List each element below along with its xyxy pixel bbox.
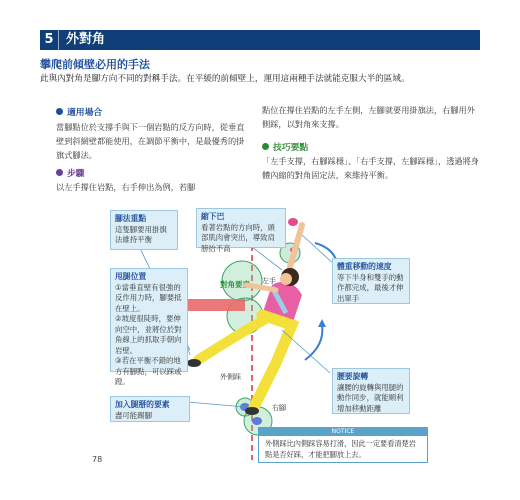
bullet-icon [56, 108, 63, 115]
motion-arrow [305, 325, 322, 360]
notice-tag: NOTICE [259, 427, 427, 436]
callout-title: 縮下巴 [201, 212, 225, 221]
callout-foot-force [110, 210, 178, 250]
notice-box [258, 427, 428, 463]
callout-item: ③若在平衡不錯的地方有腳點，可以踩或蹬。 [115, 356, 182, 386]
callout-speed [332, 258, 410, 304]
subtitle: 攀爬前傾壁必用的手法 [40, 58, 150, 71]
steps-heading-text: 步驟 [67, 169, 85, 179]
callout-item: ②坡度很陡時，要伸向空中，並將位於對角線上的抓取手朝向岩壁。 [115, 314, 182, 355]
callout-body: 盡可能踢腳 [115, 410, 152, 420]
tips-heading-text: 技巧要點 [273, 143, 309, 153]
section-number: 5 [40, 30, 59, 50]
section-title: 外對角 [66, 32, 106, 47]
callout-title: 腰要旋轉 [337, 372, 369, 381]
callout-body: 這隻腳要用掛旗法維持平衡 [115, 224, 167, 244]
climbing-hold [288, 218, 298, 226]
callout-title: 加入腿掰的要素 [115, 400, 170, 409]
callout-item: ①當垂直壁有很強的反作用力時，腳要抵在壁上。 [115, 282, 182, 313]
notice-text: 外側踩比內側踩容易打滑，因此一定要看清楚岩點是否好踩，才能把腳放上去。 [265, 439, 416, 459]
callout-body: 等下半身和雙手的動作都完成，最後才伸出單手 [337, 272, 404, 303]
left-hand-label: 左手 [262, 277, 276, 285]
motion-arrow-head [318, 319, 326, 327]
section-header [40, 30, 480, 50]
scene-heading-text: 適用場合 [67, 108, 103, 118]
callout-body: 讓腰的旋轉與甩腿的動作同步，就能順利增加移動距離 [337, 382, 404, 413]
outside-step-label: 外側踩 [220, 373, 241, 381]
page-number: 78 [92, 455, 103, 464]
tips-heading [262, 140, 308, 153]
tips-paragraph: 「左手支撐，右腳踩穩」、「右手支撐，左腳踩穩」，透過將身體內縮的對角固定法，來維持平衡。 [262, 156, 479, 180]
climbing-hold [252, 417, 262, 425]
diagonal-label: 對角要素 [220, 280, 250, 289]
bullet-icon [56, 169, 63, 176]
callout-title: 甩腿位置 [115, 272, 147, 281]
callout-hip [332, 368, 410, 414]
scene-paragraph: 當腳點位於支撐手與下一個岩點的反方向時，從垂直壁到斜網壁都能使用，在調節平衡中，是最優秀的掛旗式腳法。 [56, 122, 245, 160]
callout-body: 看著岩點的方向時，頭部肌肉會突出，導致肩膀抬不高 [201, 222, 275, 253]
callout-title: 腳法重點 [115, 214, 147, 223]
steps-paragraph: 以左手撐住岩點，右手伸出為例，若腳 [56, 182, 196, 192]
callout-push [110, 396, 190, 422]
callout-title: 體重移動的速度 [337, 262, 392, 271]
scene-heading [56, 105, 102, 118]
bullet-icon [262, 143, 269, 150]
callout-chin [196, 208, 286, 253]
continuation-paragraph: 點位在撐住岩點的左手左側，左腳就要用掛旗法，右腳用外側踩，以對角來支撐。 [262, 105, 475, 129]
right-foot-label: 右腳 [272, 404, 286, 412]
intro-paragraph: 此與內對角是腳方向不同的對稱手法。在平緩的前傾壁上，運用這兩種手法就能克服大半的區域。 [40, 74, 410, 84]
callout-leg-position [110, 268, 188, 386]
steps-heading [56, 166, 85, 179]
